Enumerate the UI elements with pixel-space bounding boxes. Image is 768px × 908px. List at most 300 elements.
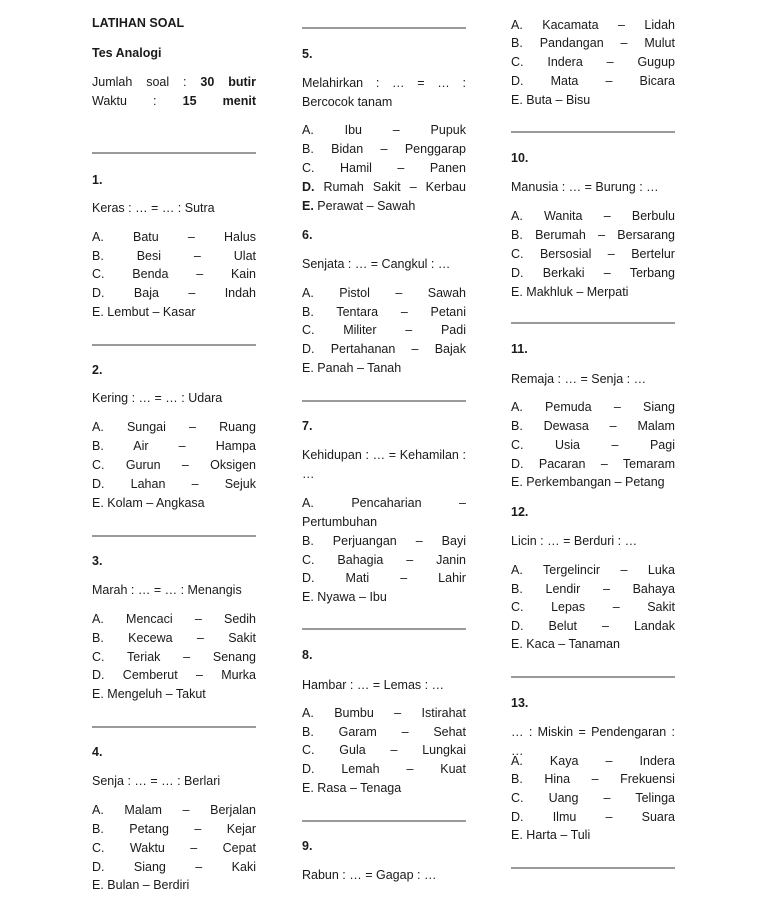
option-left-term: Lemah: [341, 761, 380, 776]
option-left-term: Mata: [550, 73, 579, 88]
option-left-term: Dewasa: [543, 418, 589, 433]
option-left-term: Petang: [129, 821, 169, 836]
dash-separator: –: [603, 790, 611, 805]
option-right-term: Ulat: [233, 248, 256, 263]
option-right-term: Bertelur: [631, 246, 675, 261]
column-1: [92, 0, 256, 908]
dash-separator: –: [390, 742, 398, 757]
option-left-term: Makhluk: [526, 284, 573, 299]
option-letter: A.: [302, 122, 314, 137]
answer-option: [92, 820, 256, 839]
divider: [302, 400, 466, 402]
option-left-term: Ibu: [344, 122, 362, 137]
question-stem: Senja : … = … : Berlari: [92, 773, 221, 788]
option-letter: B.: [302, 724, 314, 739]
option-left-term: Teriak: [127, 649, 161, 664]
option-right-term: Sehat: [433, 724, 466, 739]
question-stem: Manusia : … = Burung : …: [511, 179, 659, 194]
question-stem: Marah : … = … : Menangis: [92, 582, 242, 597]
option-right-term: Tuli: [570, 827, 591, 842]
answer-option: [302, 159, 466, 178]
answer-option: [511, 436, 675, 455]
option-left-term: Harta: [526, 827, 557, 842]
option-left-term: Kacamata: [542, 17, 599, 32]
option-right-term: Lahir: [438, 570, 466, 585]
option-letter: E.: [511, 474, 523, 489]
option-letter: A.: [92, 802, 104, 817]
question-stem: Remaja : … = Senja : …: [511, 371, 647, 386]
option-left-term: Baja: [133, 285, 159, 300]
option-letter: A.: [302, 495, 314, 510]
answer-option: [511, 473, 675, 492]
answer-option: [511, 226, 675, 245]
option-left-term: Mengeluh: [107, 686, 163, 701]
answer-option: [92, 284, 256, 303]
option-letter: B.: [92, 248, 104, 263]
divider: [302, 628, 466, 630]
option-letter: A.: [92, 611, 104, 626]
option-letter: C.: [302, 552, 315, 567]
option-letter: B.: [511, 227, 523, 242]
option-right-term: Sawah: [427, 285, 466, 300]
divider: [511, 676, 675, 678]
document-subtitle: Tes Analogi: [92, 46, 162, 60]
option-left-term: Gula: [339, 742, 366, 757]
dash-separator: –: [165, 686, 173, 701]
answer-option: [302, 760, 466, 779]
option-letter: C.: [511, 437, 524, 452]
option-letter: E.: [302, 360, 314, 375]
dash-separator: –: [613, 399, 621, 414]
dash-separator: –: [602, 618, 609, 633]
option-right-term: Bersarang: [617, 227, 675, 242]
option-letter: E.: [92, 304, 104, 319]
option-right-term: Istirahat: [421, 705, 466, 720]
answer-option: [92, 418, 256, 437]
answer-option: [302, 303, 466, 322]
dash-separator: –: [178, 438, 186, 453]
column-3: [511, 0, 675, 908]
dash-separator: –: [196, 266, 204, 281]
option-letter: A.: [302, 285, 314, 300]
option-right-term: Lidah: [644, 17, 675, 32]
dash-separator: –: [415, 533, 423, 548]
dash-separator: –: [400, 570, 408, 585]
answer-option: [302, 340, 466, 359]
option-left-term: Lepas: [551, 599, 586, 614]
dash-separator: –: [459, 495, 466, 510]
answer-option: [302, 532, 466, 551]
divider: [92, 344, 256, 346]
option-right-term: Padi: [440, 322, 466, 337]
option-right-term: Cepat: [222, 840, 256, 855]
option-right-term: Kain: [230, 266, 256, 281]
answer-option: [92, 858, 256, 877]
option-left-term: Bersosial: [539, 246, 592, 261]
option-right-term: Kaki: [231, 859, 256, 874]
answer-option: [511, 16, 675, 35]
answer-option: [92, 494, 256, 513]
divider: [302, 27, 466, 29]
option-right-term: Angkasa: [155, 495, 205, 510]
question-stem: Senjata : … = Cangkul : …: [302, 256, 451, 271]
dash-separator: –: [411, 341, 419, 356]
dash-separator: –: [620, 562, 628, 577]
dash-separator: –: [195, 859, 203, 874]
answer-option: [302, 121, 466, 140]
option-left-term: Perkembangan: [526, 474, 612, 489]
option-left-term: Lembut: [107, 304, 149, 319]
dash-separator: –: [196, 630, 204, 645]
option-letter: C.: [92, 649, 105, 664]
option-right-term: Berdiri: [153, 877, 190, 892]
option-letter: D.: [302, 179, 315, 194]
option-right-term: Sejuk: [224, 476, 256, 491]
document-title: LATIHAN SOAL: [92, 16, 185, 30]
option-left-term: Uang: [548, 790, 579, 805]
option-letter: E.: [511, 284, 523, 299]
dash-separator: –: [609, 418, 617, 433]
option-left-term: Benda: [132, 266, 169, 281]
dash-separator: –: [380, 141, 388, 156]
option-letter: D.: [302, 570, 315, 585]
option-left-term: Pacaran: [538, 456, 586, 471]
option-left-term: Lahan: [130, 476, 166, 491]
option-right-term: Lungkai: [422, 742, 466, 757]
answer-option: [511, 789, 675, 808]
answer-option: [92, 876, 256, 895]
option-right-term: Siang: [642, 399, 675, 414]
option-letter: C.: [511, 246, 524, 261]
answer-option: [92, 666, 256, 685]
answer-option: [511, 617, 675, 636]
answer-option: [92, 475, 256, 494]
option-left-term: Bidan: [331, 141, 364, 156]
option-letter: B.: [92, 438, 104, 453]
option-right-term: Tenaga: [360, 780, 402, 795]
answer-option: [511, 598, 675, 617]
option-left-term: Bulan: [107, 877, 140, 892]
option-left-term: Tentara: [336, 304, 379, 319]
option-right-term: Pagi: [649, 437, 675, 452]
dash-separator: –: [603, 208, 611, 223]
dash-separator: –: [359, 589, 366, 604]
dash-separator: –: [181, 457, 189, 472]
dash-separator: –: [187, 229, 195, 244]
option-letter: D.: [92, 667, 105, 682]
dash-separator: –: [614, 474, 622, 489]
dash-separator: –: [142, 877, 150, 892]
time-label: Waktu :: [92, 94, 157, 108]
question-number: 8.: [302, 647, 313, 662]
option-letter: B.: [92, 821, 104, 836]
answer-option: [511, 72, 675, 91]
question-number: 1.: [92, 172, 103, 187]
answer-option: [302, 551, 466, 570]
answer-option: [511, 770, 675, 789]
option-right-term: Landak: [633, 618, 675, 633]
dash-separator: –: [618, 17, 625, 32]
answer-option: [92, 247, 256, 266]
answer-option: [511, 561, 675, 580]
dash-separator: –: [401, 724, 409, 739]
option-letter: B.: [302, 533, 314, 548]
option-letter: C.: [92, 457, 105, 472]
option-right-term: Ibu: [369, 589, 387, 604]
option-letter: E.: [302, 198, 314, 213]
dash-separator: –: [152, 304, 160, 319]
answer-option: [92, 629, 256, 648]
option-letter: A.: [511, 562, 523, 577]
option-right-term: Bicara: [639, 73, 675, 88]
answer-option: [92, 801, 256, 820]
option-right-term: Kasar: [162, 304, 196, 319]
option-letter: B.: [511, 771, 523, 786]
option-letter: E.: [92, 686, 104, 701]
dash-separator: –: [576, 284, 584, 299]
option-letter: E.: [511, 636, 523, 651]
dash-separator: –: [620, 35, 628, 50]
option-left-term: Berumah: [535, 227, 586, 242]
option-left-term: Kaca: [526, 636, 555, 651]
dash-separator: –: [188, 285, 196, 300]
answer-option: [302, 140, 466, 159]
option-letter: D.: [511, 265, 524, 280]
question-number: 5.: [302, 46, 313, 61]
option-letter: A.: [92, 229, 104, 244]
question-stem: Kering : … = … : Udara: [92, 390, 223, 405]
option-right-term: Sawah: [377, 198, 416, 213]
answer-option: [302, 741, 466, 760]
option-letter: E.: [511, 92, 523, 107]
answer-option: [302, 359, 466, 378]
option-right-term: Temaram: [622, 456, 675, 471]
option-right-term: Berjalan: [210, 802, 256, 817]
option-right-term: Tanah: [367, 360, 402, 375]
option-right-term: Terbang: [629, 265, 675, 280]
option-letter: C.: [92, 840, 105, 855]
question-number: 13.: [511, 695, 529, 710]
option-left-term: Pistol: [339, 285, 370, 300]
count-label: Jumlah soal :: [92, 75, 187, 89]
option-left-term: Cemberut: [122, 667, 178, 682]
question-stem: Rabun : … = Gagap : …: [302, 867, 437, 882]
option-right-term: Sakit: [647, 599, 675, 614]
answer-option: [92, 437, 256, 456]
dash-separator: –: [194, 611, 202, 626]
question-stem: … : Miskin = Pendengaran : …: [511, 724, 675, 758]
option-right-term: Gugup: [637, 54, 675, 69]
option-right-term: Kuat: [440, 761, 466, 776]
option-left-term: Gurun: [125, 457, 161, 472]
option-left-term: Indera: [547, 54, 583, 69]
answer-option: [511, 34, 675, 53]
answer-option: [511, 53, 675, 72]
option-right-term: Malam: [637, 418, 675, 433]
dash-separator: –: [356, 360, 364, 375]
divider: [302, 820, 466, 822]
option-left-term: Lendir: [545, 581, 581, 596]
answer-option: [302, 494, 466, 532]
dash-separator: –: [400, 304, 408, 319]
dash-separator: –: [607, 246, 615, 261]
dash-separator: –: [190, 840, 198, 855]
option-letter: B.: [511, 418, 523, 433]
question-number: 2.: [92, 362, 103, 377]
option-letter: E.: [302, 589, 314, 604]
option-letter: A.: [302, 705, 314, 720]
dash-separator: –: [191, 476, 199, 491]
option-right-term: Suara: [641, 809, 675, 824]
option-right-term: Petani: [430, 304, 466, 319]
question-number: 10.: [511, 150, 529, 165]
answer-option: [511, 808, 675, 827]
answer-option: [511, 207, 675, 226]
option-left-term: Bumbu: [334, 705, 374, 720]
answer-option: [511, 91, 675, 110]
option-right-term: Penggarap: [404, 141, 466, 156]
option-left-term: Waktu: [129, 840, 165, 855]
option-right-term: Bayi: [441, 533, 466, 548]
option-right-term: Sedih: [224, 611, 256, 626]
dash-separator: –: [195, 667, 203, 682]
answer-option: [511, 635, 675, 654]
dash-separator: –: [558, 636, 566, 651]
option-left-term: Panah: [317, 360, 354, 375]
option-left-term: Militer: [343, 322, 377, 337]
option-letter: D.: [302, 341, 315, 356]
option-right-term: Hampa: [215, 438, 256, 453]
option-left-term: Rasa: [317, 780, 347, 795]
option-left-term: Hamil: [339, 160, 372, 175]
option-letter: A.: [92, 419, 104, 434]
option-letter: C.: [511, 599, 524, 614]
column-2: [302, 0, 466, 908]
dash-separator: –: [392, 122, 400, 137]
option-letter: E.: [92, 495, 104, 510]
option-right-term: Senang: [212, 649, 256, 664]
answer-option: [92, 685, 256, 704]
dash-separator: –: [397, 160, 405, 175]
option-right-term: Merpati: [586, 284, 629, 299]
option-left-term: Usia: [555, 437, 581, 452]
option-right-term: Frekuensi: [620, 771, 675, 786]
option-letter: A.: [511, 399, 523, 414]
dash-separator: –: [406, 761, 414, 776]
dash-separator: –: [183, 649, 191, 664]
option-left-term: Wanita: [544, 208, 583, 223]
answer-option: [302, 779, 466, 798]
option-letter: C.: [511, 54, 524, 69]
option-left-term: Mati: [345, 570, 370, 585]
answer-option: [511, 826, 675, 845]
count-value: 30 butir: [200, 75, 256, 89]
option-right-term: Panen: [429, 160, 466, 175]
dash-separator: –: [193, 248, 201, 263]
dash-separator: –: [560, 827, 568, 842]
option-letter: A.: [511, 208, 523, 223]
option-left-term: Rumah Sakit: [323, 179, 401, 194]
answer-option: [511, 752, 675, 771]
question-number: 6.: [302, 227, 313, 242]
dash-separator: –: [349, 780, 357, 795]
divider: [511, 867, 675, 869]
option-left-term: Pandangan: [539, 35, 604, 50]
option-left-term: Berkaki: [542, 265, 585, 280]
dash-separator: –: [405, 322, 413, 337]
answer-option: [511, 580, 675, 599]
dash-separator: –: [189, 419, 196, 434]
option-letter: D.: [92, 859, 105, 874]
option-right-term: Tanaman: [568, 636, 620, 651]
option-left-term: Bahagia: [337, 552, 384, 567]
option-left-term: Perjuangan: [332, 533, 397, 548]
option-left-term: Siang: [133, 859, 166, 874]
option-left-term: Kaya: [549, 753, 579, 768]
dash-separator: –: [605, 73, 613, 88]
answer-option: [302, 284, 466, 303]
option-left-term: Air: [133, 438, 149, 453]
question-number: 12.: [511, 504, 529, 519]
dash-separator: –: [555, 92, 563, 107]
option-right-term: Oksigen: [210, 457, 256, 472]
question-number: 9.: [302, 838, 313, 853]
option-letter: E.: [302, 780, 314, 795]
option-letter: E.: [92, 877, 104, 892]
answer-option: [92, 456, 256, 475]
option-left-term: Nyawa: [317, 589, 356, 604]
option-left-term: Pemuda: [545, 399, 592, 414]
option-left-term: Garam: [338, 724, 377, 739]
answer-option: [92, 265, 256, 284]
option-letter: B.: [511, 581, 523, 596]
option-letter: C.: [92, 266, 105, 281]
answer-option: [302, 178, 466, 197]
option-left-term: Perawat: [317, 198, 364, 213]
option-right-term: Bajak: [434, 341, 466, 356]
dash-separator: –: [611, 437, 619, 452]
dash-separator: –: [598, 227, 606, 242]
option-left-term: Pencaharian: [351, 495, 422, 510]
option-right-term: Murka: [221, 667, 256, 682]
option-right-term: Luka: [647, 562, 675, 577]
option-letter: B.: [511, 35, 523, 50]
option-letter: D.: [511, 809, 524, 824]
dash-separator: –: [394, 705, 402, 720]
option-left-term: Batu: [132, 229, 159, 244]
time-value: 15 menit: [182, 94, 256, 108]
option-right-term: Mulut: [644, 35, 675, 50]
answer-option: [511, 245, 675, 264]
option-letter: E.: [511, 827, 523, 842]
option-left-term: Pertahanan: [330, 341, 396, 356]
divider: [92, 152, 256, 154]
question-stem: Melahirkan : … = … : Bercocok tanam: [302, 75, 466, 109]
option-right-term: Petang: [625, 474, 665, 489]
option-letter: D.: [511, 618, 524, 633]
answer-option: [302, 197, 466, 216]
option-right-term: Kejar: [226, 821, 256, 836]
question-number: 4.: [92, 744, 103, 759]
question-stem: Keras : … = … : Sutra: [92, 200, 215, 215]
dash-separator: –: [605, 753, 613, 768]
question-number: 7.: [302, 418, 313, 433]
option-left-term: Ilmu: [552, 809, 577, 824]
option-letter: D.: [302, 761, 315, 776]
divider: [511, 131, 675, 133]
option-right-term: Halus: [224, 229, 256, 244]
answer-option: [92, 839, 256, 858]
